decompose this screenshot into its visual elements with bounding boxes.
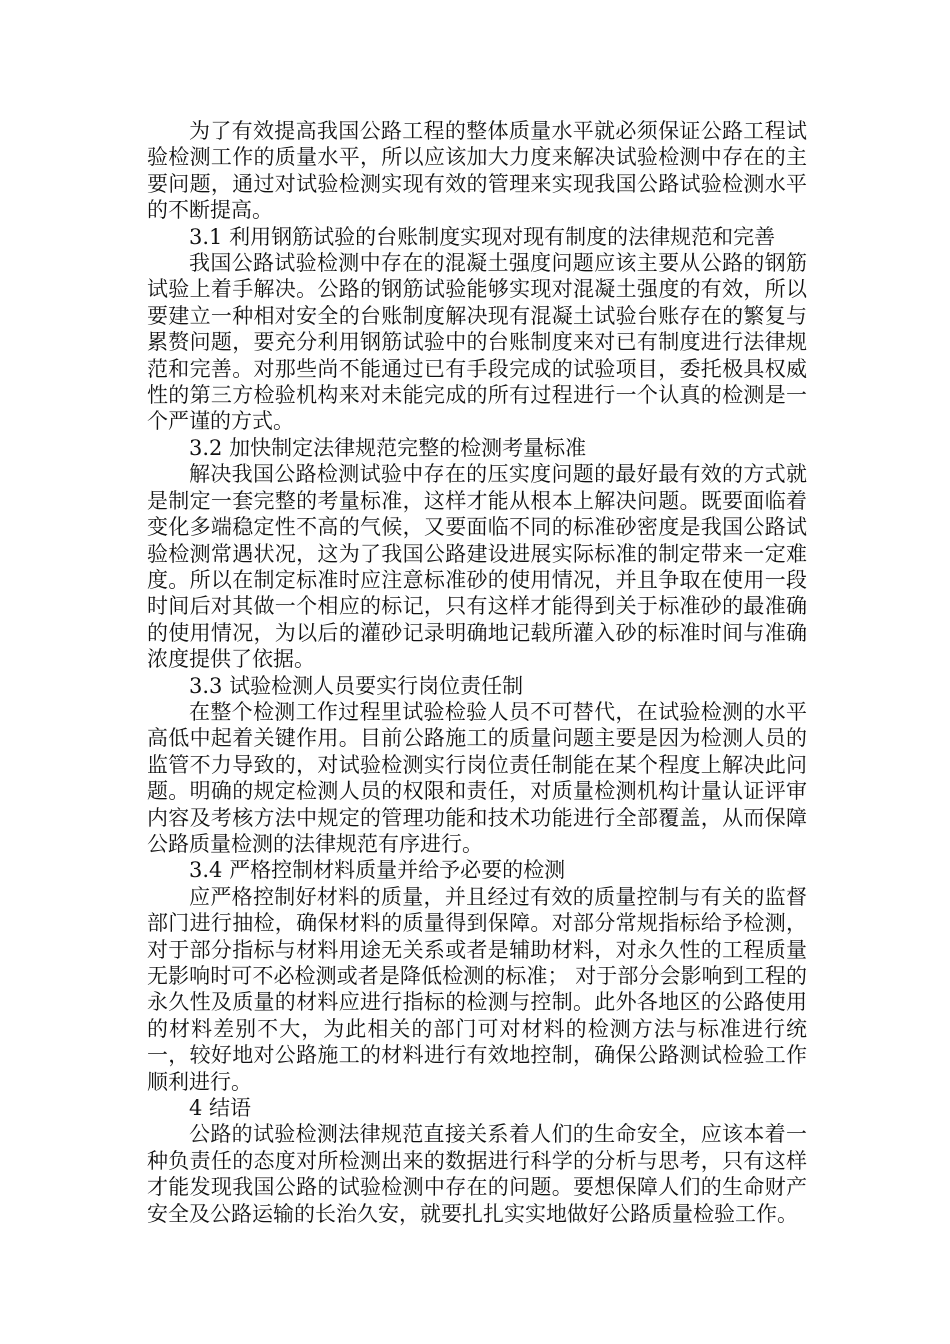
section-heading-3-2: 3.2 加快制定法律规范完整的检测考量标准 (189, 435, 587, 460)
paragraph-3-2: 解决我国公路检测试验中存在的压实度问题的最好最有效的方式就是制定一套完整的考量标准，这样才能从根本上解决问题。既要面临着变化多端稳定性不高的气候，又要面临不同的标准砂密度是我国公路试验检测常遇状况，这为了我国公路建设进展实际标准的制定带来一定难度。所以在制定标准时应注意标准砂的使用情况，并且争取在使用一段时间后对其做一个相应的标记，只有这样才能得到关于标准砂的最准确的使用情况，为以后的灌砂记录明确地记载所灌入砂的标准时间与准确浓度提供了依据。 (147, 462, 807, 672)
paragraph-3-4: 应严格控制好材料的质量，并且经过有效的质量控制与有关的监督部门进行抽检，确保材料的质量得到保障。对部分常规指标给予检测，对于部分指标与材料用途无关系或者是辅助材料，对永久性的工程质量无影响时可不必检测或者是降低检测的标准； 对于部分会影响到工程的永久性及质量的材料应进行指标的检测与控制。此外各地区的公路使用的材料差别不大，为此相关的部门可对材料的检测方法与标准进行统一，较好地对公路施工的材料进行有效地控制，确保公路测试检验工作顺利进行。 (147, 884, 807, 1094)
paragraph-conclusion: 公路的试验检测法律规范直接关系着人们的生命安全，应该本着一种负责任的态度对所检测出来的数据进行科学的分析与思考，只有这样才能发现我国公路的试验检测中存在的问题。要想保障人们的生命财产安全及公路运输的长治久安，就要扎扎实实地做好公路质量检验工作。 (147, 1122, 807, 1226)
paragraph-intro: 为了有效提高我国公路工程的整体质量水平就必须保证公路工程试验检测工作的质量水平，所以应该加大力度来解决试验检测中存在的主要问题，通过对试验检测实现有效的管理来实现我国公路试验检测水平的不断提高。 (147, 119, 807, 223)
section-heading-4: 4 结语 (189, 1096, 252, 1121)
section-heading-3-1: 3.1 利用钢筋试验的台账制度实现对现有制度的法律规范和完善 (189, 224, 776, 249)
section-heading-3-3: 3.3 试验检测人员要实行岗位责任制 (189, 673, 524, 698)
document-body (147, 118, 807, 1227)
section-heading-3-4: 3.4 严格控制材料质量并给予必要的检测 (189, 858, 566, 883)
paragraph-3-1: 我国公路试验检测中存在的混凝土强度问题应该主要从公路的钢筋试验上着手解决。公路的钢筋试验能够实现对混凝土强度的有效，所以要建立一种相对安全的台账制度解决现有混凝土试验台账存在的繁复与累赘问题，要充分利用钢筋试验中的台账制度来对已有制度进行法律规范和完善。对那些尚不能通过已有手段完成的试验项目，委托极具权威性的第三方检验机构来对未能完成的所有过程进行一个认真的检测是一个严谨的方式。 (147, 251, 807, 434)
paragraph-3-3: 在整个检测工作过程里试验检验人员不可替代，在试验检测的水平高低中起着关键作用。目前公路施工的质量问题主要是因为检测人员的监管不力导致的，对试验检测实行岗位责任制能在某个程度上解决此问题。明确的规定检测人员的权限和责任，对质量检测机构计量认证评审内容及考核方法中规定的管理功能和技术功能进行全部覆盖，从而保障公路质量检测的法律规范有序进行。 (147, 699, 807, 856)
